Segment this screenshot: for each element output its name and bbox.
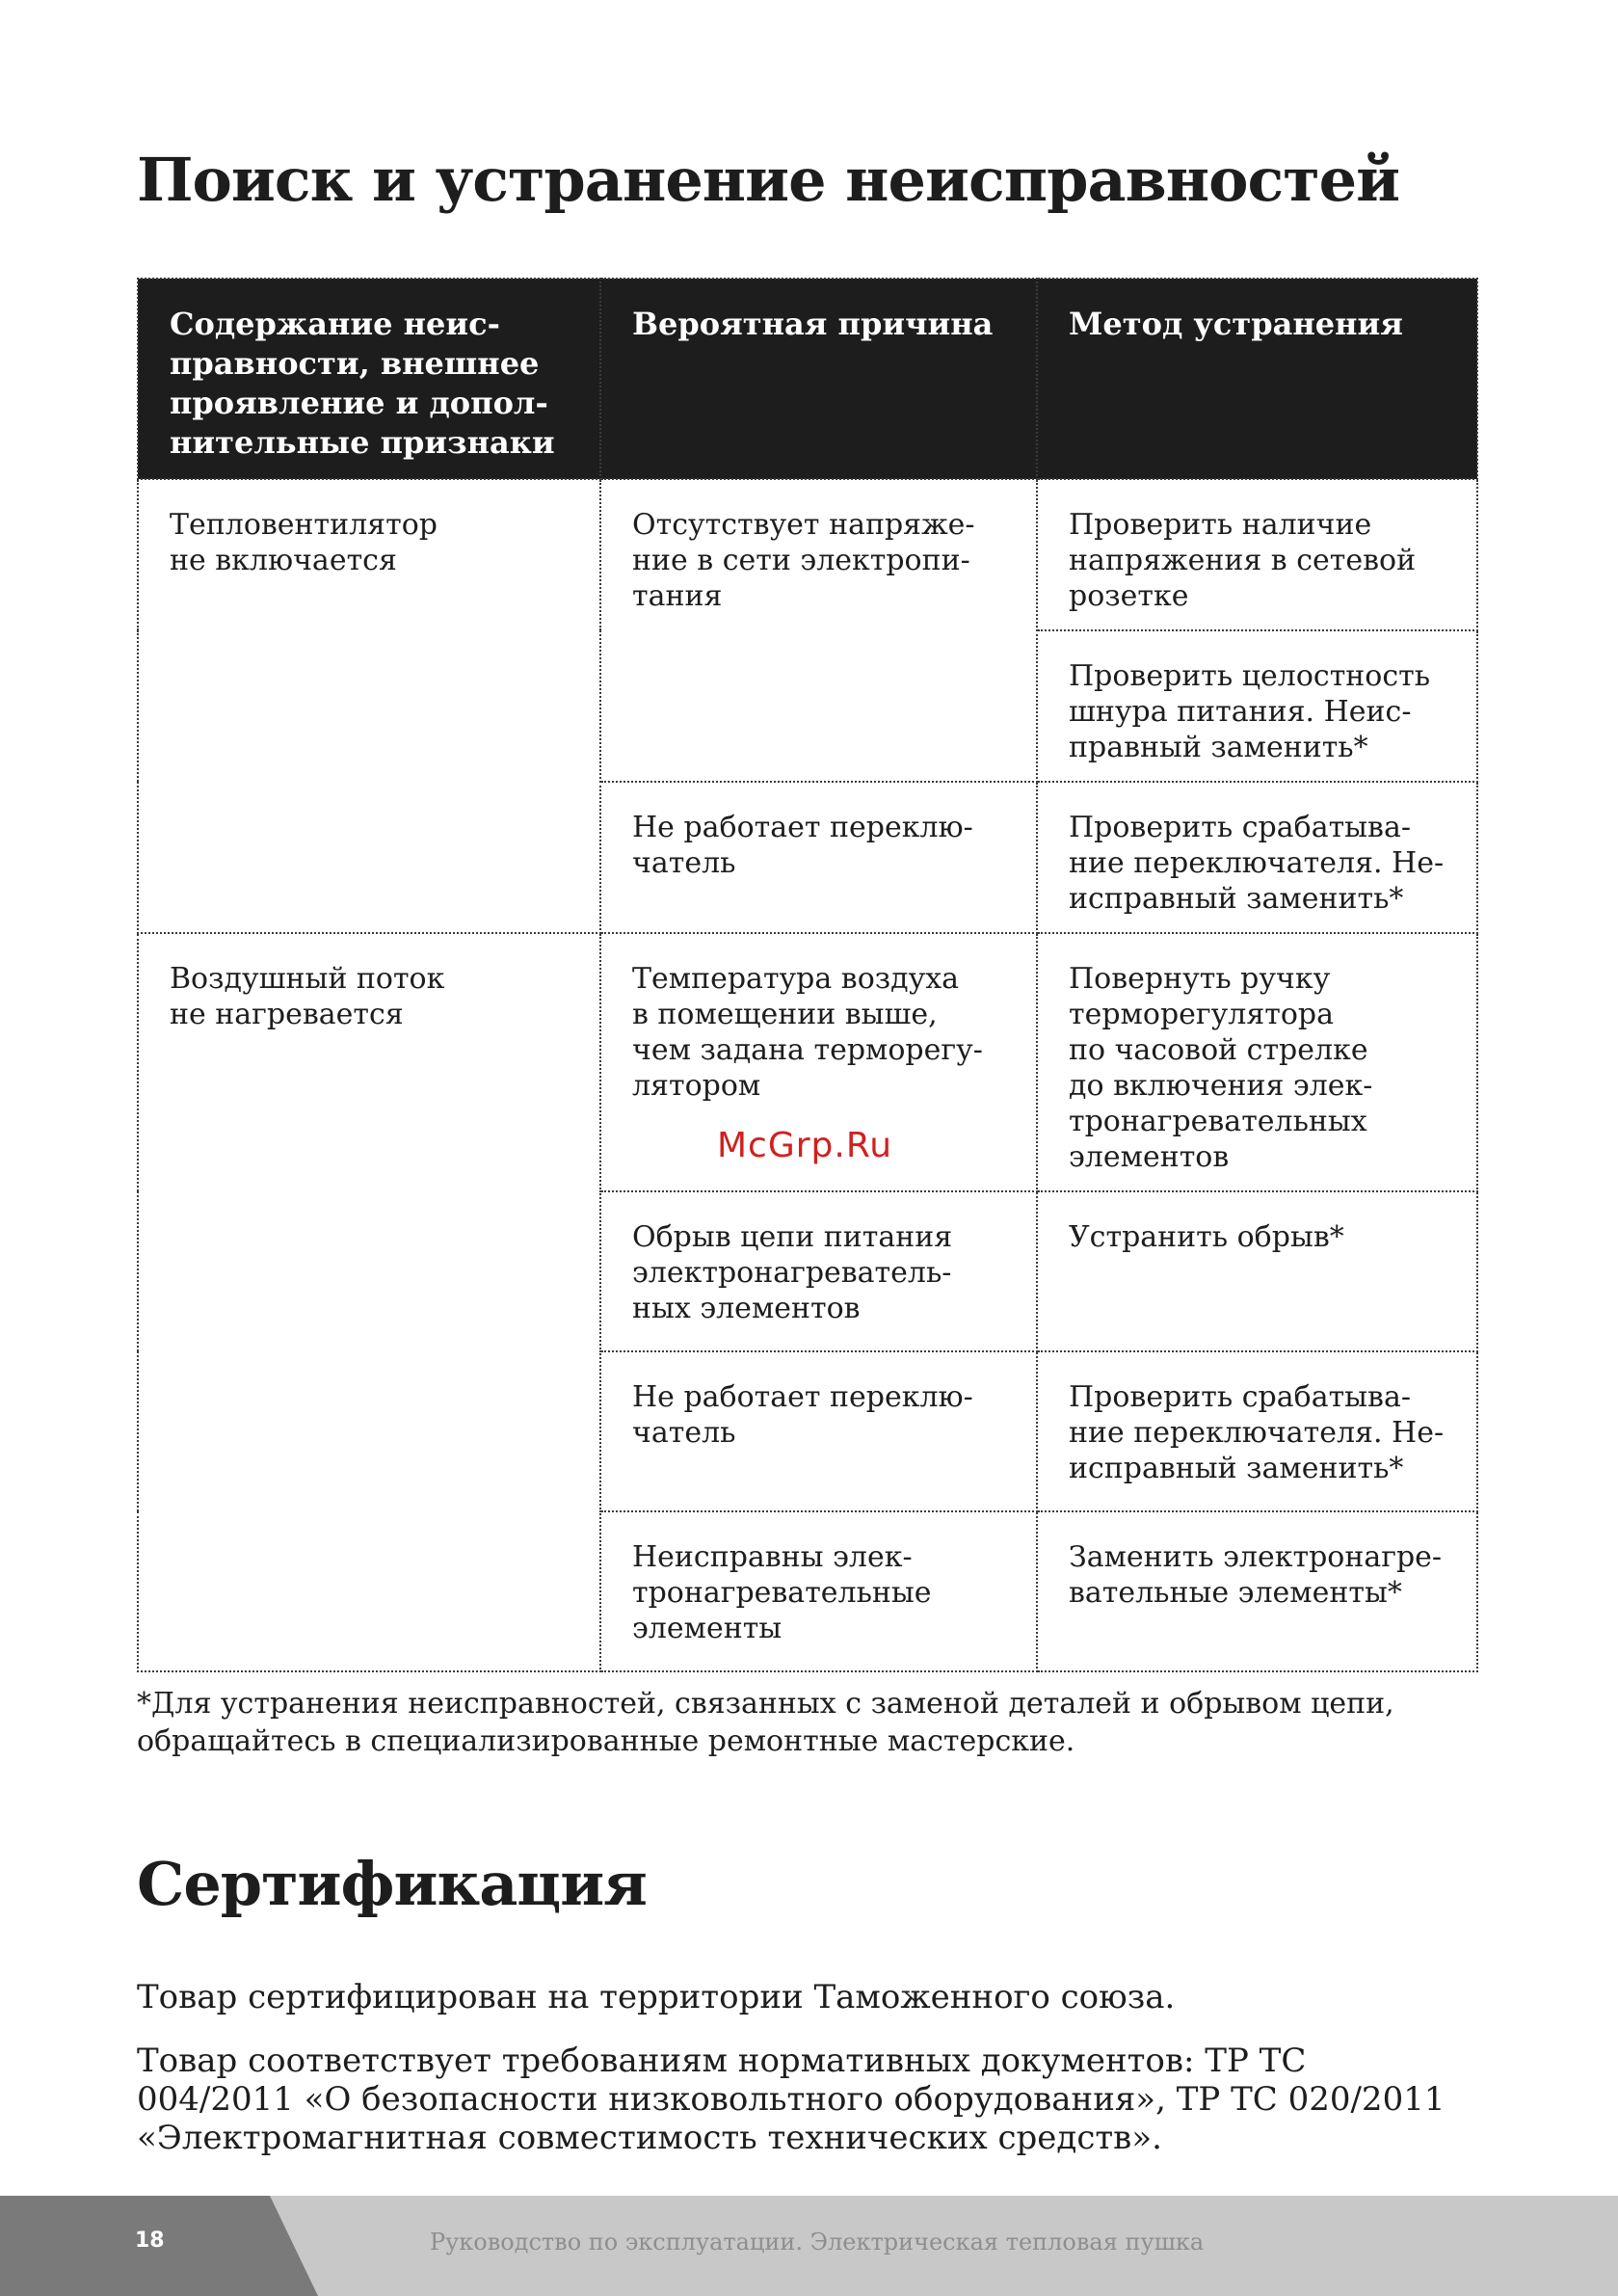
cause-cell: Не работает переклю- чатель bbox=[600, 782, 1037, 933]
footer-text: Руководство по эксплуатации. Электрическая тепловая пушка bbox=[430, 2229, 1205, 2256]
cause-cell: Обрыв цепи питания электронагреватель- ных элементов bbox=[600, 1191, 1037, 1351]
symptom-cell: Воздушный поток не нагревается bbox=[138, 933, 600, 1671]
remedy-cell: Устранить обрыв* bbox=[1037, 1191, 1477, 1351]
remedy-cell: Проверить целостность шнура питания. Неис- правный заменить* bbox=[1037, 630, 1477, 782]
remedy-cell: Заменить электронагре- вательные элементы* bbox=[1037, 1511, 1477, 1671]
footnote: *Для устранения неисправностей, связанных с заменой деталей и обрывом цепи, обращайтесь в специализированные ремонтные мастерские. bbox=[137, 1687, 1394, 1758]
troubleshooting-table bbox=[137, 278, 1478, 1672]
header-symptom: Содержание неис- правности, внешнее проявление и допол- нительные признаки bbox=[138, 279, 600, 479]
certification-paragraph-1: Товар сертифицирован на территории Таможенного союза. bbox=[137, 1978, 1176, 2016]
remedy-cell: Проверить срабатыва- ние переключателя. Не- исправный заменить* bbox=[1037, 1351, 1477, 1511]
remedy-cell: Повернуть ручку терморегулятора по часовой стрелке до включения элек- тронагревательных элементов bbox=[1037, 933, 1477, 1191]
certification-paragraph-2: Товар соответствует требованиям нормативных документов: ТР ТС 004/2011 «О безопасности низковольтного оборудования», ТР ТС 020/2011 «Электромагнитная совместимость технических средств». bbox=[137, 2042, 1446, 2157]
page-footer bbox=[0, 2196, 1618, 2296]
symptom-cell: Тепловентилятор не включается bbox=[138, 479, 600, 933]
cause-cell: Неисправны элек- тронагревательные элементы bbox=[600, 1511, 1037, 1671]
cause-cell: Температура воздуха в помещении выше, чем задана терморегу- лятором bbox=[600, 933, 1037, 1191]
watermark: McGrp.Ru bbox=[717, 1126, 893, 1165]
header-cause: Вероятная причина bbox=[600, 279, 1037, 479]
header-remedy: Метод устранения bbox=[1037, 279, 1477, 479]
remedy-cell: Проверить наличие напряжения в сетевой розетке bbox=[1037, 479, 1477, 630]
remedy-cell: Проверить срабатыва- ние переключателя. Не- исправный заменить* bbox=[1037, 782, 1477, 933]
table-row bbox=[138, 479, 1477, 630]
section-title-certification: Сертификация bbox=[137, 1849, 647, 1919]
cause-cell: Отсутствует напряже- ние в сети электропи- тания bbox=[600, 479, 1037, 782]
cause-cell: Не работает переклю- чатель bbox=[600, 1351, 1037, 1511]
table-header-row bbox=[138, 279, 1477, 479]
page-number: 18 bbox=[135, 2229, 165, 2253]
page-title: Поиск и устранение неисправностей bbox=[137, 145, 1400, 215]
